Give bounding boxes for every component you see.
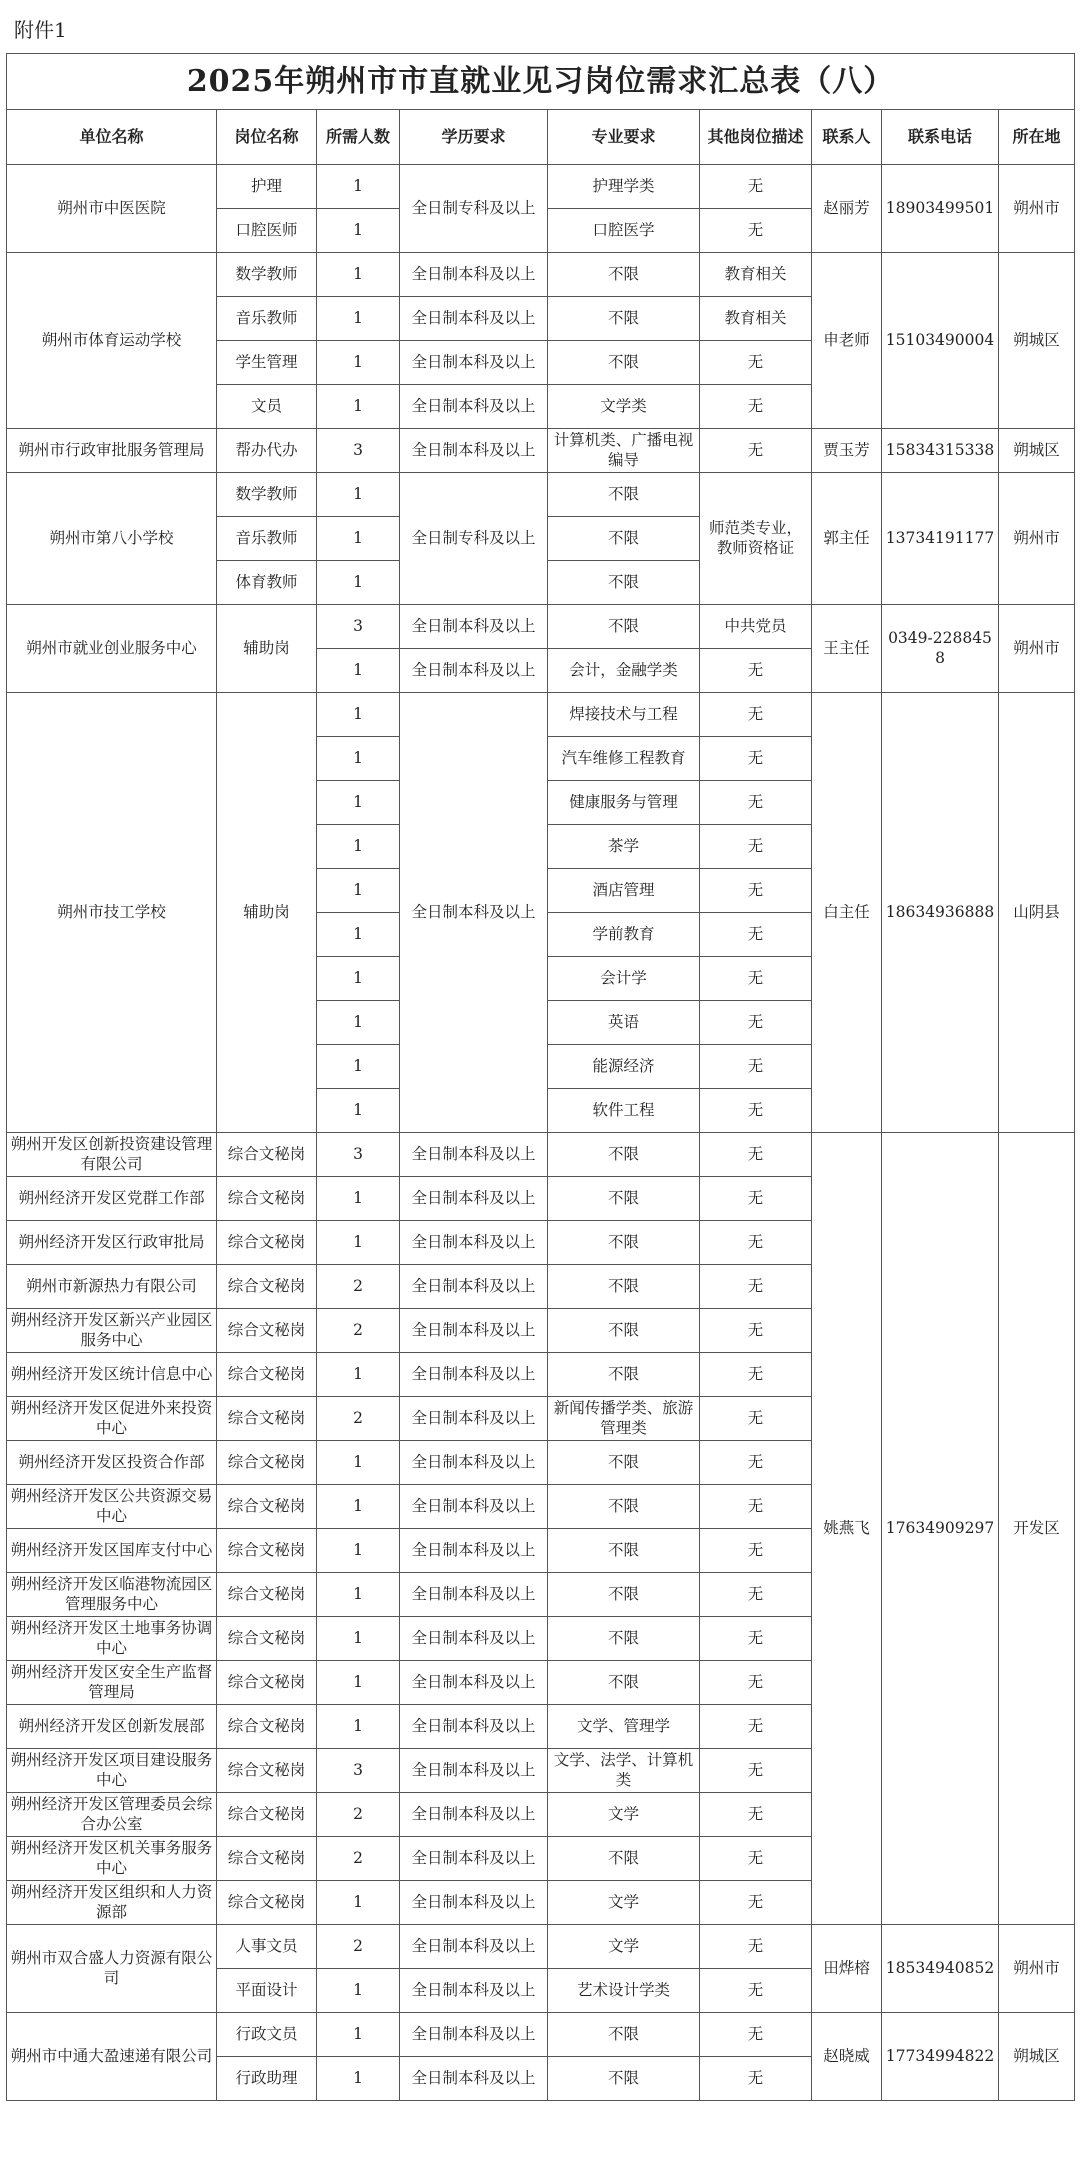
table-cell: 无 — [700, 2013, 812, 2057]
table-cell: 全日制本科及以上 — [400, 1573, 548, 1617]
table-cell: 1 — [317, 781, 400, 825]
table-cell: 无 — [700, 1837, 812, 1881]
table-cell: 英语 — [548, 1001, 700, 1045]
table-cell: 1 — [317, 957, 400, 1001]
table-cell: 综合文秘岗 — [217, 1749, 317, 1793]
table-cell: 1 — [317, 1001, 400, 1045]
table-cell: 不限 — [548, 1441, 700, 1485]
table-cell: 教育相关 — [700, 297, 812, 341]
table-cell: 朔州经济开发区组织和人力资源部 — [7, 1881, 217, 1925]
table-cell: 无 — [700, 1397, 812, 1441]
table-cell: 1 — [317, 1573, 400, 1617]
table-cell: 无 — [700, 165, 812, 209]
table-cell: 全日制本科及以上 — [400, 1177, 548, 1221]
table-cell: 全日制本科及以上 — [400, 1749, 548, 1793]
table-cell: 无 — [700, 1969, 812, 2013]
table-cell: 朔城区 — [999, 253, 1075, 429]
table-cell: 无 — [700, 1441, 812, 1485]
table-cell: 全日制本科及以上 — [400, 2013, 548, 2057]
table-cell: 不限 — [548, 1353, 700, 1397]
table-cell: 1 — [317, 1221, 400, 1265]
table-cell: 无 — [700, 341, 812, 385]
table-cell: 无 — [700, 429, 812, 473]
table-cell: 王主任 — [812, 605, 882, 693]
table-cell: 综合文秘岗 — [217, 1881, 317, 1925]
table-cell: 1 — [317, 1441, 400, 1485]
table-row — [7, 165, 1075, 209]
table-cell: 不限 — [548, 1133, 700, 1177]
table-cell: 会计学 — [548, 957, 700, 1001]
table-cell: 综合文秘岗 — [217, 1485, 317, 1529]
table-cell: 赵晓威 — [812, 2013, 882, 2101]
table-cell: 1 — [317, 1881, 400, 1925]
table-cell: 无 — [700, 737, 812, 781]
table-row — [7, 693, 1075, 737]
table-cell: 辅助岗 — [217, 605, 317, 693]
table-cell: 综合文秘岗 — [217, 1309, 317, 1353]
table-cell: 全日制本科及以上 — [400, 1617, 548, 1661]
table-cell: 全日制本科及以上 — [400, 429, 548, 473]
table-cell: 1 — [317, 297, 400, 341]
table-cell: 姚燕飞 — [812, 1133, 882, 1925]
table-cell: 不限 — [548, 2013, 700, 2057]
table-cell: 朔州经济开发区公共资源交易中心 — [7, 1485, 217, 1529]
table-cell: 朔州经济开发区国库支付中心 — [7, 1529, 217, 1573]
table-cell: 数学教师 — [217, 253, 317, 297]
table-cell: 1 — [317, 473, 400, 517]
table-cell: 无 — [700, 1001, 812, 1045]
table-cell: 17634909297 — [882, 1133, 999, 1925]
table-cell: 口腔医学 — [548, 209, 700, 253]
table-cell: 全日制专科及以上 — [400, 165, 548, 253]
table-cell: 软件工程 — [548, 1089, 700, 1133]
table-cell: 全日制本科及以上 — [400, 253, 548, 297]
table-cell: 酒店管理 — [548, 869, 700, 913]
table-cell: 无 — [700, 913, 812, 957]
table-cell: 18634936888 — [882, 693, 999, 1133]
header-cell: 联系电话 — [882, 110, 999, 165]
table-cell: 健康服务与管理 — [548, 781, 700, 825]
table-cell: 文学 — [548, 1793, 700, 1837]
table-cell: 3 — [317, 429, 400, 473]
header-row — [7, 110, 1075, 165]
table-cell: 1 — [317, 209, 400, 253]
table-row — [7, 429, 1075, 473]
table-cell: 茶学 — [548, 825, 700, 869]
table-cell: 无 — [700, 1485, 812, 1529]
table-cell: 朔州经济开发区临港物流园区管理服务中心 — [7, 1573, 217, 1617]
table-cell: 全日制本科及以上 — [400, 605, 548, 649]
table-cell: 不限 — [548, 1485, 700, 1529]
table-cell: 学生管理 — [217, 341, 317, 385]
table-cell: 18534940852 — [882, 1925, 999, 2013]
table-cell: 1 — [317, 561, 400, 605]
table-cell: 3 — [317, 1133, 400, 1177]
table-cell: 朔州市就业创业服务中心 — [7, 605, 217, 693]
table-cell: 无 — [700, 1925, 812, 1969]
table-cell: 中共党员 — [700, 605, 812, 649]
table-cell: 全日制本科及以上 — [400, 1529, 548, 1573]
table-cell: 1 — [317, 1969, 400, 2013]
table-cell: 朔州市 — [999, 1925, 1075, 2013]
table-cell: 2 — [317, 1837, 400, 1881]
table-cell: 综合文秘岗 — [217, 1133, 317, 1177]
table-cell: 1 — [317, 165, 400, 209]
table-cell: 无 — [700, 957, 812, 1001]
table-cell: 不限 — [548, 341, 700, 385]
table-cell: 朔州市 — [999, 165, 1075, 253]
table-cell: 艺术设计学类 — [548, 1969, 700, 2013]
table-cell: 全日制本科及以上 — [400, 1881, 548, 1925]
table-cell: 朔州经济开发区创新发展部 — [7, 1705, 217, 1749]
table-cell: 全日制本科及以上 — [400, 1309, 548, 1353]
table-cell: 0349-2288458 — [882, 605, 999, 693]
table-cell: 不限 — [548, 1837, 700, 1881]
table-cell: 1 — [317, 913, 400, 957]
table-cell: 朔州经济开发区机关事务服务中心 — [7, 1837, 217, 1881]
table-cell: 不限 — [548, 605, 700, 649]
table-cell: 能源经济 — [548, 1045, 700, 1089]
table-cell: 朔州经济开发区投资合作部 — [7, 1441, 217, 1485]
table-cell: 全日制本科及以上 — [400, 297, 548, 341]
table-cell: 辅助岗 — [217, 693, 317, 1133]
table-row — [7, 473, 1075, 517]
table-cell: 1 — [317, 385, 400, 429]
table-cell: 1 — [317, 649, 400, 693]
table-cell: 无 — [700, 1749, 812, 1793]
table-cell: 1 — [317, 517, 400, 561]
table-cell: 1 — [317, 1089, 400, 1133]
table-cell: 2 — [317, 1397, 400, 1441]
table-cell: 综合文秘岗 — [217, 1617, 317, 1661]
table-title: 2025年朔州市市直就业见习岗位需求汇总表（八） — [7, 54, 1075, 110]
table-cell: 2 — [317, 1793, 400, 1837]
table-cell: 3 — [317, 605, 400, 649]
table-cell: 无 — [700, 1353, 812, 1397]
table-cell: 无 — [700, 209, 812, 253]
table-row — [7, 253, 1075, 297]
table-cell: 全日制本科及以上 — [400, 1133, 548, 1177]
table-cell: 朔州经济开发区安全生产监督管理局 — [7, 1661, 217, 1705]
table-cell: 朔州经济开发区土地事务协调中心 — [7, 1617, 217, 1661]
table-cell: 全日制本科及以上 — [400, 649, 548, 693]
table-cell: 综合文秘岗 — [217, 1397, 317, 1441]
table-cell: 无 — [700, 693, 812, 737]
table-cell: 不限 — [548, 561, 700, 605]
table-cell: 口腔医师 — [217, 209, 317, 253]
table-cell: 无 — [700, 1661, 812, 1705]
table-cell: 全日制本科及以上 — [400, 1485, 548, 1529]
table-cell: 文学 — [548, 1925, 700, 1969]
table-cell: 文学、法学、计算机类 — [548, 1749, 700, 1793]
table-cell: 全日制本科及以上 — [400, 1793, 548, 1837]
table-cell: 1 — [317, 2057, 400, 2101]
table-cell: 2 — [317, 1309, 400, 1353]
table-cell: 护理学类 — [548, 165, 700, 209]
table-cell: 焊接技术与工程 — [548, 693, 700, 737]
table-cell: 1 — [317, 825, 400, 869]
table-cell: 朔州市体育运动学校 — [7, 253, 217, 429]
table-cell: 全日制专科及以上 — [400, 473, 548, 605]
table-cell: 2 — [317, 1265, 400, 1309]
table-cell: 无 — [700, 1705, 812, 1749]
table-cell: 全日制本科及以上 — [400, 385, 548, 429]
table-cell: 文学类 — [548, 385, 700, 429]
table-cell: 无 — [700, 1573, 812, 1617]
table-cell: 无 — [700, 385, 812, 429]
table-cell: 无 — [700, 1045, 812, 1089]
table-cell: 1 — [317, 1353, 400, 1397]
table-cell: 朔州市行政审批服务管理局 — [7, 429, 217, 473]
table-cell: 全日制本科及以上 — [400, 1969, 548, 2013]
table-cell: 体育教师 — [217, 561, 317, 605]
table-cell: 无 — [700, 1177, 812, 1221]
table-cell: 朔城区 — [999, 429, 1075, 473]
table-cell: 朔州经济开发区党群工作部 — [7, 1177, 217, 1221]
table-cell: 朔州市第八小学校 — [7, 473, 217, 605]
table-cell: 朔州市新源热力有限公司 — [7, 1265, 217, 1309]
table-cell: 1 — [317, 1705, 400, 1749]
table-cell: 朔州经济开发区行政审批局 — [7, 1221, 217, 1265]
table-cell: 教育相关 — [700, 253, 812, 297]
table-cell: 无 — [700, 1881, 812, 1925]
table-cell: 平面设计 — [217, 1969, 317, 2013]
table-cell: 文学、管理学 — [548, 1705, 700, 1749]
table-cell: 全日制本科及以上 — [400, 1221, 548, 1265]
table-cell: 全日制本科及以上 — [400, 1837, 548, 1881]
table-cell: 15103490004 — [882, 253, 999, 429]
job-demand-table — [6, 53, 1075, 2101]
table-cell: 田烨榕 — [812, 1925, 882, 2013]
header-cell: 专业要求 — [548, 110, 700, 165]
table-cell: 音乐教师 — [217, 297, 317, 341]
table-cell: 无 — [700, 1265, 812, 1309]
table-cell: 朔州市中医医院 — [7, 165, 217, 253]
table-cell: 学前教育 — [548, 913, 700, 957]
table-cell: 1 — [317, 869, 400, 913]
table-cell: 17734994822 — [882, 2013, 999, 2101]
table-cell: 申老师 — [812, 253, 882, 429]
header-cell: 所在地 — [999, 110, 1075, 165]
attachment-label: 附件1 — [14, 18, 67, 42]
table-cell: 1 — [317, 2013, 400, 2057]
table-cell: 朔州市 — [999, 473, 1075, 605]
table-cell: 不限 — [548, 1177, 700, 1221]
table-cell: 综合文秘岗 — [217, 1661, 317, 1705]
table-cell: 综合文秘岗 — [217, 1221, 317, 1265]
table-cell: 全日制本科及以上 — [400, 1397, 548, 1441]
table-cell: 赵丽芳 — [812, 165, 882, 253]
table-cell: 不限 — [548, 473, 700, 517]
table-cell: 帮办代办 — [217, 429, 317, 473]
table-cell: 不限 — [548, 2057, 700, 2101]
table-cell: 1 — [317, 1177, 400, 1221]
table-cell: 综合文秘岗 — [217, 1265, 317, 1309]
table-cell: 朔州经济开发区新兴产业园区服务中心 — [7, 1309, 217, 1353]
table-cell: 会计，金融学类 — [548, 649, 700, 693]
header-cell: 联系人 — [812, 110, 882, 165]
table-cell: 开发区 — [999, 1133, 1075, 1925]
table-cell: 全日制本科及以上 — [400, 1353, 548, 1397]
table-cell: 不限 — [548, 1617, 700, 1661]
table-cell: 综合文秘岗 — [217, 1529, 317, 1573]
table-cell: 朔城区 — [999, 2013, 1075, 2101]
table-cell: 全日制本科及以上 — [400, 1925, 548, 1969]
table-cell: 数学教师 — [217, 473, 317, 517]
table-cell: 综合文秘岗 — [217, 1441, 317, 1485]
table-cell: 山阴县 — [999, 693, 1075, 1133]
table-cell: 行政文员 — [217, 2013, 317, 2057]
table-cell: 综合文秘岗 — [217, 1573, 317, 1617]
table-cell: 全日制本科及以上 — [400, 1265, 548, 1309]
table-cell: 不限 — [548, 1529, 700, 1573]
table-cell: 不限 — [548, 1573, 700, 1617]
table-cell: 3 — [317, 1749, 400, 1793]
table-row — [7, 1133, 1075, 1177]
table-cell: 无 — [700, 825, 812, 869]
table-cell: 1 — [317, 1485, 400, 1529]
table-cell: 贾玉芳 — [812, 429, 882, 473]
table-cell: 文学 — [548, 1881, 700, 1925]
table-cell: 不限 — [548, 1221, 700, 1265]
table-cell: 不限 — [548, 297, 700, 341]
table-cell: 汽车维修工程教育 — [548, 737, 700, 781]
table-cell: 朔州经济开发区项目建设服务中心 — [7, 1749, 217, 1793]
table-row — [7, 2013, 1075, 2057]
table-cell: 无 — [700, 1793, 812, 1837]
header-cell: 单位名称 — [7, 110, 217, 165]
table-cell: 1 — [317, 1617, 400, 1661]
table-cell: 综合文秘岗 — [217, 1705, 317, 1749]
table-cell: 2 — [317, 1925, 400, 1969]
table-cell: 朔州市技工学校 — [7, 693, 217, 1133]
table-cell: 师范类专业，教师资格证 — [700, 473, 812, 605]
table-cell: 全日制本科及以上 — [400, 1441, 548, 1485]
table-cell: 朔州经济开发区管理委员会综合办公室 — [7, 1793, 217, 1837]
table-cell: 无 — [700, 781, 812, 825]
table-cell: 白主任 — [812, 693, 882, 1133]
table-cell: 1 — [317, 1661, 400, 1705]
table-cell: 无 — [700, 1133, 812, 1177]
table-cell: 综合文秘岗 — [217, 1353, 317, 1397]
table-cell: 朔州经济开发区统计信息中心 — [7, 1353, 217, 1397]
table-cell: 15834315338 — [882, 429, 999, 473]
table-cell: 郭主任 — [812, 473, 882, 605]
table-cell: 无 — [700, 1089, 812, 1133]
table-cell: 行政助理 — [217, 2057, 317, 2101]
table-cell: 不限 — [548, 253, 700, 297]
table-cell: 无 — [700, 869, 812, 913]
table-cell: 无 — [700, 1221, 812, 1265]
table-cell: 新闻传播学类、旅游管理类 — [548, 1397, 700, 1441]
table-cell: 全日制本科及以上 — [400, 1661, 548, 1705]
table-cell: 朔州经济开发区促进外来投资中心 — [7, 1397, 217, 1441]
table-cell: 1 — [317, 1045, 400, 1089]
table-cell: 不限 — [548, 1661, 700, 1705]
table-cell: 文员 — [217, 385, 317, 429]
table-cell: 无 — [700, 1529, 812, 1573]
table-cell: 全日制本科及以上 — [400, 693, 548, 1133]
table-cell: 无 — [700, 1617, 812, 1661]
table-cell: 计算机类、广播电视编导 — [548, 429, 700, 473]
table-cell: 不限 — [548, 517, 700, 561]
table-cell: 音乐教师 — [217, 517, 317, 561]
table-cell: 综合文秘岗 — [217, 1837, 317, 1881]
table-cell: 综合文秘岗 — [217, 1793, 317, 1837]
table-cell: 全日制本科及以上 — [400, 1705, 548, 1749]
table-cell: 1 — [317, 253, 400, 297]
table-cell: 全日制本科及以上 — [400, 2057, 548, 2101]
table-cell: 无 — [700, 1309, 812, 1353]
table-row — [7, 1925, 1075, 1969]
header-cell: 所需人数 — [317, 110, 400, 165]
table-cell: 不限 — [548, 1265, 700, 1309]
table-cell: 1 — [317, 737, 400, 781]
table-cell: 护理 — [217, 165, 317, 209]
table-cell: 1 — [317, 1529, 400, 1573]
table-cell: 人事文员 — [217, 1925, 317, 1969]
table-cell: 朔州市中通大盈速递有限公司 — [7, 2013, 217, 2101]
table-row — [7, 605, 1075, 649]
table-cell: 1 — [317, 341, 400, 385]
table-cell: 无 — [700, 649, 812, 693]
table-cell: 1 — [317, 693, 400, 737]
table-cell: 不限 — [548, 1309, 700, 1353]
table-cell: 13734191177 — [882, 473, 999, 605]
table-cell: 朔州市双合盛人力资源有限公司 — [7, 1925, 217, 2013]
table-cell: 综合文秘岗 — [217, 1177, 317, 1221]
table-cell: 18903499501 — [882, 165, 999, 253]
table-cell: 全日制本科及以上 — [400, 341, 548, 385]
header-cell: 其他岗位描述 — [700, 110, 812, 165]
table-cell: 无 — [700, 2057, 812, 2101]
table-cell: 朔州开发区创新投资建设管理有限公司 — [7, 1133, 217, 1177]
table-cell: 朔州市 — [999, 605, 1075, 693]
header-cell: 岗位名称 — [217, 110, 317, 165]
header-cell: 学历要求 — [400, 110, 548, 165]
